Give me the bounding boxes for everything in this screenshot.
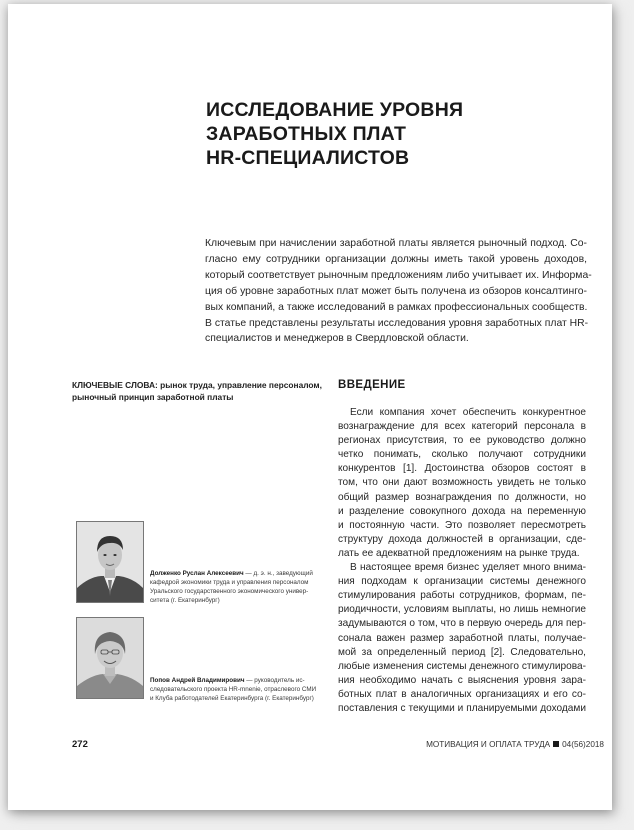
body-line: стимулирования работы сотрудников, формам, пе- <box>338 590 586 602</box>
article-abstract <box>205 236 592 347</box>
body-line: и постоянную части. Это позволяет пересмотреть <box>338 519 586 531</box>
body-line: ния подходам к организации системы денежного <box>338 576 586 588</box>
bio-line: и Клуба работодателей Екатеринбурга (г. Екатеринбург) <box>150 694 314 702</box>
bio-line <box>150 677 330 686</box>
journal-footer <box>426 740 604 749</box>
body-line: структуру дохода должностей в организации, сде- <box>338 533 586 545</box>
bio-line: ситета (г. Екатеринбург) <box>150 596 220 604</box>
body-line: сонала важен размер заработной платы, получае- <box>338 632 586 644</box>
keywords-line: КЛЮЧЕВЫЕ СЛОВА: рынок труда, управление персоналом, <box>72 380 322 390</box>
body-line: и разделение совокупного дохода на переменную <box>338 505 586 517</box>
body-line: поставления с текущими и планируемыми доходами <box>338 702 586 714</box>
article-title <box>206 98 596 170</box>
author-name: Попов Андрей Владимирович <box>150 677 245 684</box>
bio-line: Уральского государственного экономического универ- <box>150 587 309 595</box>
abstract-line: специалистов и менеджеров в Свердловской области. <box>205 333 469 345</box>
body-line: ботных плат в аналогичных организациях и его со- <box>338 688 586 700</box>
author-photo-popov <box>76 617 144 699</box>
abstract-line: который соответствует рыночным предложениям либо учитывает их. Информа- <box>205 269 592 281</box>
author-bio <box>150 677 330 704</box>
body-line: регионах присутствия, то ее руководство должно <box>338 435 586 447</box>
journal-name: МОТИВАЦИЯ И ОПЛАТА ТРУДА <box>426 740 551 749</box>
body-line: конкурентов [1]. Достоинства обзоров состоят в <box>338 463 586 475</box>
body-line: любые изменения системы денежного стимулирова- <box>338 660 586 672</box>
body-line: Если компания хочет обеспечить конкурентное <box>350 407 586 418</box>
abstract-line: ция об уровне заработных плат может быть получена из обзоров консалтинго- <box>205 285 587 297</box>
author-photo-dolzhenko <box>76 521 144 603</box>
abstract-line: Ключевым при начислении заработной платы является рыночный подход. Со- <box>205 238 587 249</box>
body-line: мой за определенный период [2]. Следовательно, <box>338 646 586 658</box>
bio-line <box>150 570 330 579</box>
abstract-line: В статье представлены результаты исследования уровня заработных плат HR- <box>205 317 589 329</box>
author-desc: — д. э. н., заведующий <box>243 570 313 577</box>
body-line: В настоящее время бизнес уделяет много внима- <box>350 562 586 574</box>
body-line: вознаграждение для всех категорий персонала в <box>338 421 586 433</box>
title-line: ИССЛЕДОВАНИЕ УРОВНЯ ЗАРАБОТНЫХ ПЛАТ <box>206 99 464 145</box>
body-line: том, что они дают возможность увидеть не только <box>338 477 586 489</box>
section-heading: ВВЕДЕНИЕ <box>338 379 406 391</box>
bio-line: следовательского проекта HR-mnenie, отраслевого СМИ <box>150 685 317 693</box>
keywords-line: рыночный принцип заработной платы <box>72 391 234 402</box>
bio-line: кафедрой экономики труда и управления персоналом <box>150 578 309 586</box>
author-portrait-2 <box>77 618 143 698</box>
body-line: общий размер вознаграждения по должности, но <box>338 491 586 503</box>
body-line: риодичности, условиям выплаты, но лишь немногие <box>338 604 586 616</box>
body-line: задумываются о том, что в первую очередь для пер- <box>338 618 586 630</box>
abstract-line: гласно ему сотрудники организации должны иметь такой уровень доходов, <box>205 253 587 265</box>
page-number: 272 <box>72 739 88 750</box>
journal-issue: 04(56)2018 <box>562 740 604 749</box>
square-bullet-icon <box>553 741 559 747</box>
body-text <box>338 406 586 716</box>
keywords <box>72 380 322 403</box>
body-line: лать ее адекватной предложениям на рынке труда. <box>338 547 580 559</box>
abstract-line: вых компаний, а также исследований в рамках профессиональных сообществ. <box>205 301 588 313</box>
body-line: четко понимать, сколько получают сотрудники <box>338 449 586 461</box>
author-portrait-1 <box>77 522 143 602</box>
title-line: HR-СПЕЦИАЛИСТОВ <box>206 147 410 169</box>
author-name: Долженко Руслан Алексеевич <box>150 570 244 577</box>
author-desc: — руководитель ис- <box>244 677 305 684</box>
author-bio <box>150 570 330 606</box>
body-line: ния необходимо начать с выяснения уровня зара- <box>338 674 586 686</box>
